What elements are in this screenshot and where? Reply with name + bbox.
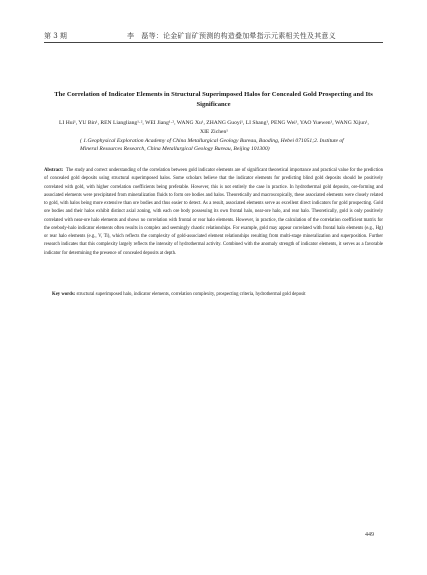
article-title: The Correlation of Indicator Elements in Structural Superimposed Halos for Concealed Gold Prospecting and Its Significance — [54, 91, 373, 108]
keywords-text: structural superimposed halo, indicator elements, correlation complexity, prospecting criteria, hydrothermal gold deposit — [76, 292, 306, 297]
author-affiliation: ( 1.Geophysical Exploration Academy of China Metallurgical Geology Bureau, Baoding, Hebei 071051;2. Institute of Mineral Resources Research, China Metallurgical Geology Bureau, Beijing 101300) — [80, 138, 344, 153]
abstract — [44, 167, 383, 258]
header-divider — [44, 42, 383, 43]
issue-label: 第 3 期 — [44, 32, 67, 40]
page-number: 449 — [365, 532, 374, 538]
running-head-title: 李 磊等：论金矿盲矿预测的构造叠加晕指示元素相关性及其意义 — [127, 32, 336, 40]
keywords — [52, 291, 383, 299]
abstract-text: The study and correct understanding of the correlation between gold indicator elements are of significant theoretical importance and practical value for the prediction of concealed gold deposits using structural superimposed halos. Some scholars believe that the indicator elements for predicting blind gold deposits should be positively correlated with gold, with higher correlation coefficients being preferable. However, this is not entirely the case in practice. In hydrothermal gold deposits, ore-forming and associated elements were precipitated from mineralization fluids to form ore bodies and halos. Theoretically and macroscopically, these associated elements were closely related to gold, with halos being more extensive than ore bodies and thus easier to detect. As a result, associated elements serve as excellent direct indicators for gold prospecting. Gold ore bodies and their halos exhibit distinct axial zoning, with each ore body possessing its own frontal halo, near-ore halo, and rear halo. Theoretically, gold is only positively correlated with near-ore halo elements and shows no correlation with frontal or rear halo elements. However, in practice, the calculation of the correlation coefficient matrix for the orebody-halo indicator elements often results in complex and seemingly chaotic relationships. For example, gold may appear correlated with frontal halo elements (e.g., Hg) or rear halo elements (e.g., V, Ti), which reflects the complexity of gold-associated element relationships resulting from multi-stage mineralization and superposition. Further research indicates that this complexity largely reflects the intensity of hydrothermal activity. Combined with the anomaly strength of indicator elements, it serves as a favorable indicator for determining the presence of concealed deposits at depth. — [44, 168, 383, 256]
keywords-label: Key words: — [52, 292, 76, 297]
abstract-label: Abstract: — [44, 168, 64, 173]
author-list: LI Hui¹, YU Bin¹, REN Liangliang¹·², WEI Jiang¹·², WANG Xu¹, ZHANG Guoyi¹, LI Shang¹, PENG Wei¹, YAO Yuewen¹, WANG Xijun¹, XIE Zichen¹ — [59, 120, 369, 135]
